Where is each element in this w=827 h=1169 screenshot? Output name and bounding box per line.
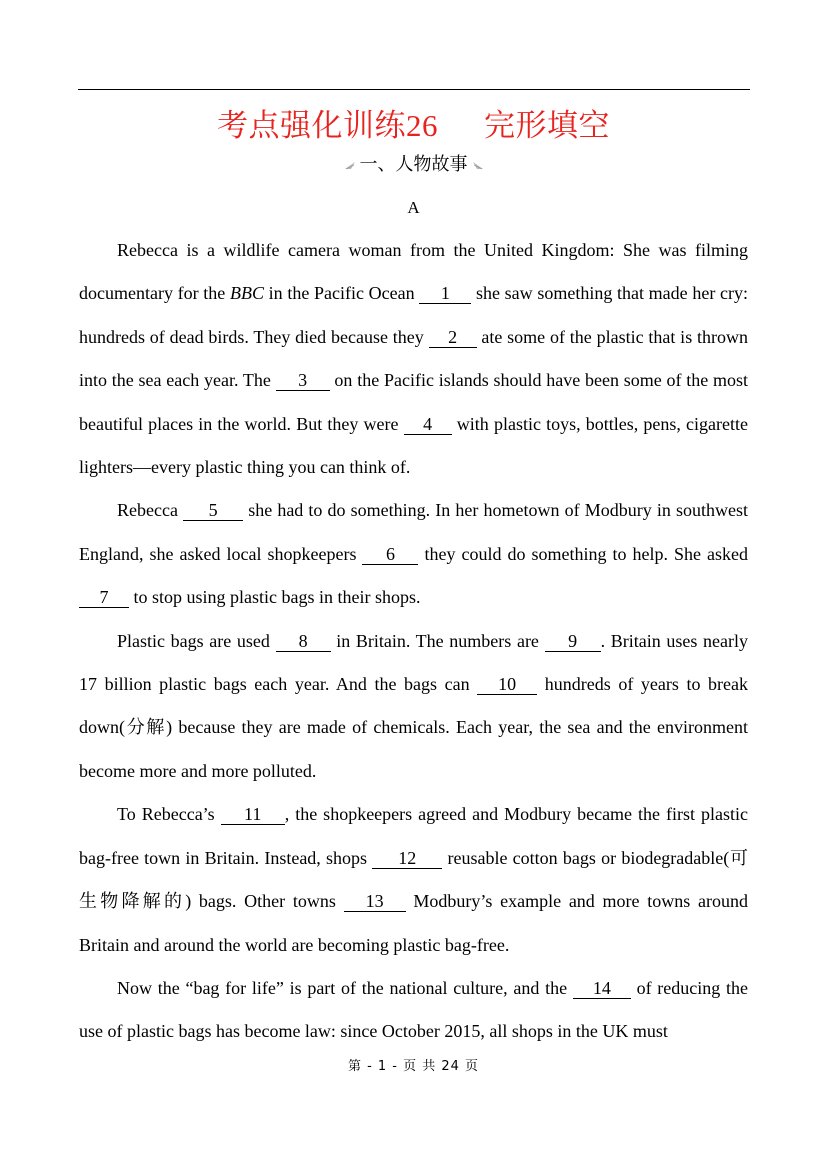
passage-text: To Rebecca’s bbox=[117, 804, 221, 825]
passage-text: on the Pacific islands should have been some of the most beautiful places in the world. But they were bbox=[79, 370, 748, 434]
paragraph-4 bbox=[79, 793, 748, 967]
blank-9[interactable]: 9 bbox=[545, 631, 601, 652]
passage-text: Plastic bags are used bbox=[117, 630, 276, 651]
page-footer: 第 - 1 - 页 共 24 页 bbox=[347, 1059, 480, 1074]
passage-text: of reducing the use of plastic bags has become law: since October 2015, all shops in the UK must bbox=[79, 977, 748, 1042]
passage-text: in the Pacific Ocean bbox=[263, 283, 420, 304]
passage-text: ate some of the plastic that is thrown into the sea each year. The bbox=[79, 326, 748, 391]
passage-text: Modbury’s example and more towns around Britain and around the world are becoming plastic bag-free. bbox=[79, 891, 748, 955]
leaf-ornament-icon bbox=[472, 161, 484, 170]
blank-11[interactable]: 11 bbox=[221, 804, 285, 825]
blank-12[interactable]: 12 bbox=[372, 848, 442, 869]
blank-4[interactable]: 4 bbox=[404, 414, 452, 435]
passage-text: she saw something that made her cry: hundreds of dead birds. They died because they bbox=[79, 283, 748, 347]
passage-text: Now the “bag for life” is part of the national culture, and the bbox=[117, 977, 573, 998]
blank-3[interactable]: 3 bbox=[276, 370, 330, 391]
passage-text: . Britain uses nearly 17 billion plastic bags each year. And the bags can bbox=[79, 630, 748, 695]
blank-5[interactable]: 5 bbox=[183, 500, 243, 521]
passage-body bbox=[79, 229, 748, 1054]
paragraph-1 bbox=[79, 229, 748, 489]
blank-6[interactable]: 6 bbox=[362, 544, 418, 565]
passage-text: Rebecca is a wildlife camera woman from the United Kingdom: She was filming documentary for the bbox=[79, 240, 748, 304]
header-rule bbox=[78, 89, 750, 90]
passage-text: in Britain. The numbers are bbox=[330, 630, 545, 651]
blank-2[interactable]: 2 bbox=[429, 327, 477, 348]
passage-text: Rebecca bbox=[117, 500, 184, 521]
section-subtitle bbox=[0, 150, 827, 176]
passage-text: , the shopkeepers agreed and Modbury became the first plastic bag-free town in Britain. Instead, shops bbox=[79, 804, 749, 868]
page-title bbox=[0, 100, 827, 145]
title-left: 考点强化训练26 bbox=[217, 108, 438, 143]
blank-14[interactable]: 14 bbox=[573, 978, 631, 999]
paragraph-3 bbox=[79, 620, 748, 794]
passage-text: she had to do something. In her hometown of Modbury in southwest England, she asked local shopkeepers bbox=[79, 500, 748, 564]
blank-1[interactable]: 1 bbox=[419, 283, 471, 304]
passage-text: to stop using plastic bags in their shops. bbox=[129, 587, 421, 608]
paragraph-5 bbox=[79, 967, 748, 1054]
paragraph-2 bbox=[79, 489, 748, 619]
passage-text: with plastic toys, bottles, pens, cigarette lighters—every plastic thing you can think of. bbox=[79, 413, 748, 478]
blank-13[interactable]: 13 bbox=[344, 891, 406, 912]
title-right: 完形填空 bbox=[484, 108, 610, 143]
passage-text: reusable cotton bags or biodegradable(可生物降解的) bags. Other towns bbox=[79, 847, 748, 912]
subtitle-text: 一、人物故事 bbox=[359, 154, 468, 174]
passage-text: they could do something to help. She asked bbox=[418, 543, 748, 564]
blank-7[interactable]: 7 bbox=[79, 587, 129, 608]
blank-8[interactable]: 8 bbox=[276, 631, 331, 652]
leaf-ornament-icon bbox=[344, 161, 356, 170]
passage-text: hundreds of years to break down(分解) because they are made of chemicals. Each year, the sea and the environment become more and more polluted. bbox=[79, 674, 748, 781]
passage-label: A bbox=[407, 198, 420, 217]
blank-10[interactable]: 10 bbox=[477, 674, 537, 695]
passage-text-italic: BBC bbox=[229, 283, 264, 304]
